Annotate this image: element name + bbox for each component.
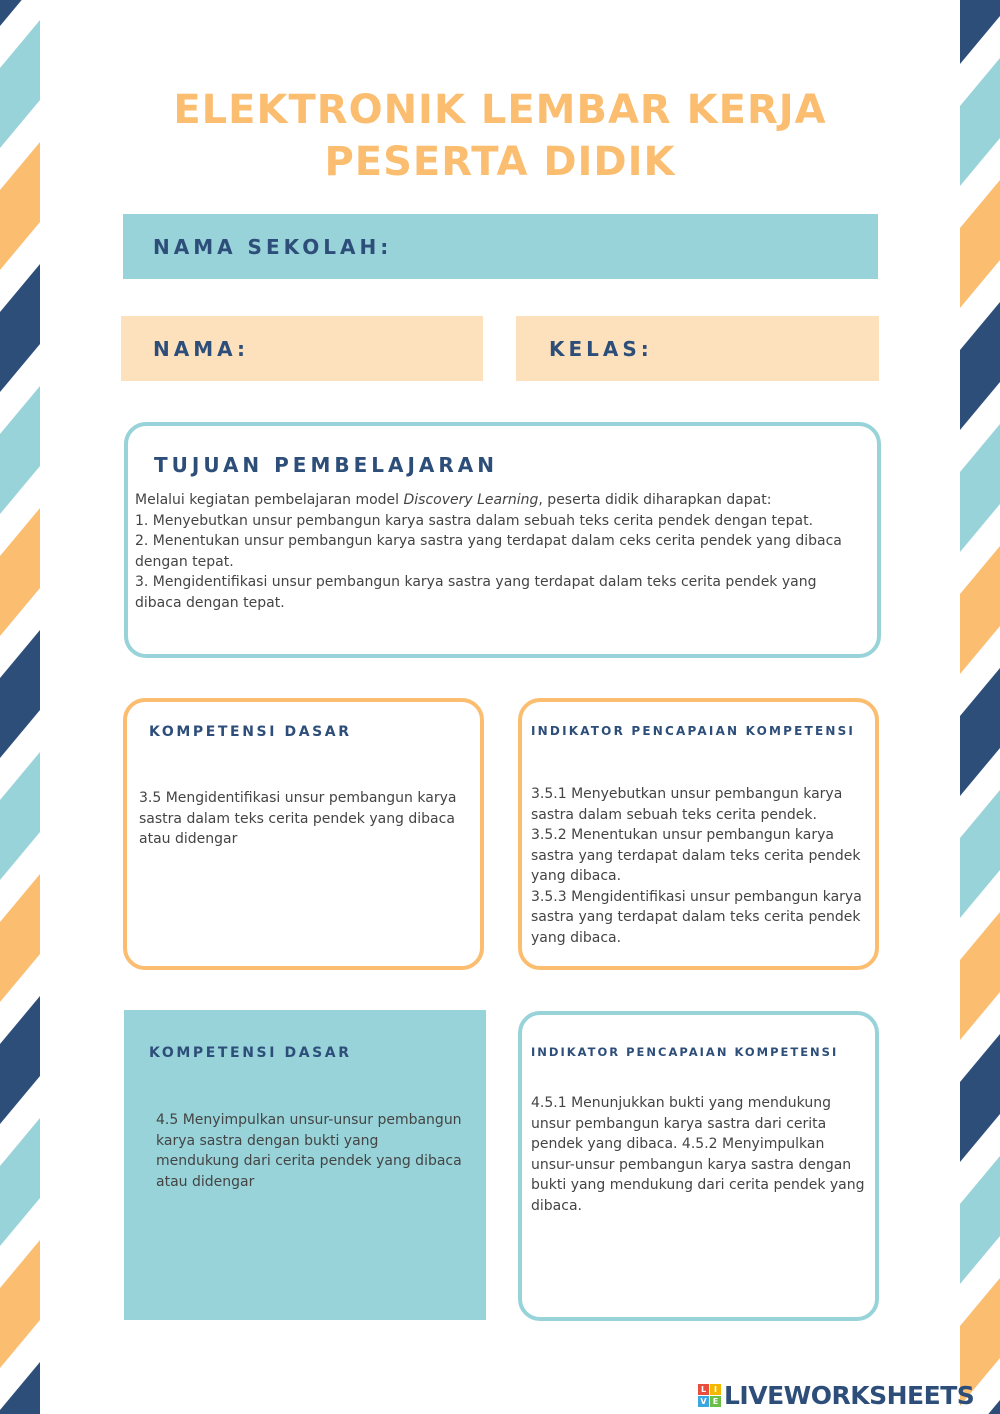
class-field[interactable] <box>516 316 879 381</box>
title-line-2: PESERTA DIDIK <box>324 139 676 185</box>
objective-item: 3. Mengidentifikasi unsur pembangun karya sastra yang terdapat dalam teks cerita pendek yang dibaca dengan tepat. <box>135 574 817 611</box>
liveworksheets-logo-icon: L I V E <box>698 1384 721 1407</box>
stripe-band <box>960 1034 1000 1162</box>
stripe-band <box>0 996 40 1124</box>
stripe-band <box>960 0 1000 64</box>
stripe-band <box>0 1362 40 1414</box>
liveworksheets-watermark <box>698 1380 996 1410</box>
competency-indicator-heading-1: INDIKATOR PENCAPAIAN KOMPETENSI <box>531 724 856 738</box>
learning-objectives-heading: TUJUAN PEMBELAJARAN <box>154 453 499 477</box>
learning-objectives-text <box>135 490 865 613</box>
right-stripe-border <box>960 0 1000 1414</box>
indicator-item: 3.5.2 Menentukan unsur pembangun karya sastra yang terdapat dalam teks cerita pendek yang dibaca. <box>531 827 861 884</box>
stripe-band <box>960 790 1000 918</box>
stripe-band <box>0 874 40 1002</box>
school-name-field[interactable] <box>123 214 878 279</box>
stripe-band <box>960 668 1000 796</box>
competency-indicator-heading-2: INDIKATOR PENCAPAIAN KOMPETENSI <box>531 1045 839 1059</box>
stripe-band <box>0 0 40 26</box>
left-stripe-border <box>0 0 40 1414</box>
basic-competency-heading-1: KOMPETENSI DASAR <box>149 724 352 740</box>
basic-competency-text-1: 3.5 Mengidentifikasi unsur pembangun karya sastra dalam teks cerita pendek yang dibaca atau didengar <box>139 790 457 847</box>
stripe-band <box>0 630 40 758</box>
right-stripe-pattern <box>960 0 1000 1414</box>
stripe-band <box>960 912 1000 1040</box>
title-line-1: ELEKTRONIK LEMBAR KERJA <box>173 87 827 133</box>
left-stripe-pattern <box>0 0 40 1414</box>
basic-competency-heading-2: KOMPETENSI DASAR <box>149 1045 352 1061</box>
stripe-band <box>0 386 40 514</box>
liveworksheets-brand-text: LIVEWORKSHEETS <box>724 1380 975 1410</box>
stripe-band <box>0 264 40 392</box>
stripe-band <box>960 1156 1000 1284</box>
student-name-field[interactable] <box>121 316 483 381</box>
student-name-label: NAMA: <box>153 336 249 361</box>
objectives-intro: Melalui kegiatan pembelajaran model Discovery Learning, peserta didik diharapkan dapat: <box>135 492 772 508</box>
competency-indicator-text-1 <box>531 784 866 948</box>
indicator-item: 3.5.3 Mengidentifikasi unsur pembangun karya sastra yang terdapat dalam teks cerita pendek yang dibaca. <box>531 888 862 946</box>
stripe-band <box>960 302 1000 430</box>
objective-item: 1. Menyebutkan unsur pembangun karya sastra dalam sebuah teks cerita pendek dengan tepat. <box>135 512 814 529</box>
stripe-band <box>0 1240 40 1368</box>
stripe-band <box>960 180 1000 308</box>
competency-indicator-text-2: 4.5.1 Menunjukkan bukti yang mendukung unsur pembangun karya sastra dari cerita pendek yang dibaca. 4.5.2 Menyimpulkan unsur-unsur pembangun karya sastra dengan bukti yang mendukung dari cerita pendek yang dibaca. <box>531 1095 865 1214</box>
stripe-band <box>0 752 40 880</box>
indicator-item: 3.5.1 Menyebutkan unsur pembangun karya sastra dalam sebuah teks cerita pendek. <box>531 786 843 823</box>
objective-item: 2. Menentukan unsur pembangun karya sastra yang terdapat dalam ceks cerita pendek yang dibaca dengan tepat. <box>135 533 842 570</box>
stripe-band <box>960 424 1000 552</box>
class-label: KELAS: <box>549 336 653 361</box>
stripe-band <box>0 508 40 636</box>
basic-competency-text-2: 4.5 Menyimpulkan unsur-unsur pembangun karya sastra dengan bukti yang mendukung dari cerita pendek yang dibaca atau didengar <box>156 1112 462 1190</box>
stripe-band <box>0 1118 40 1246</box>
page-title <box>0 84 1000 188</box>
stripe-band <box>960 546 1000 674</box>
school-name-label: NAMA SEKOLAH: <box>153 234 393 259</box>
